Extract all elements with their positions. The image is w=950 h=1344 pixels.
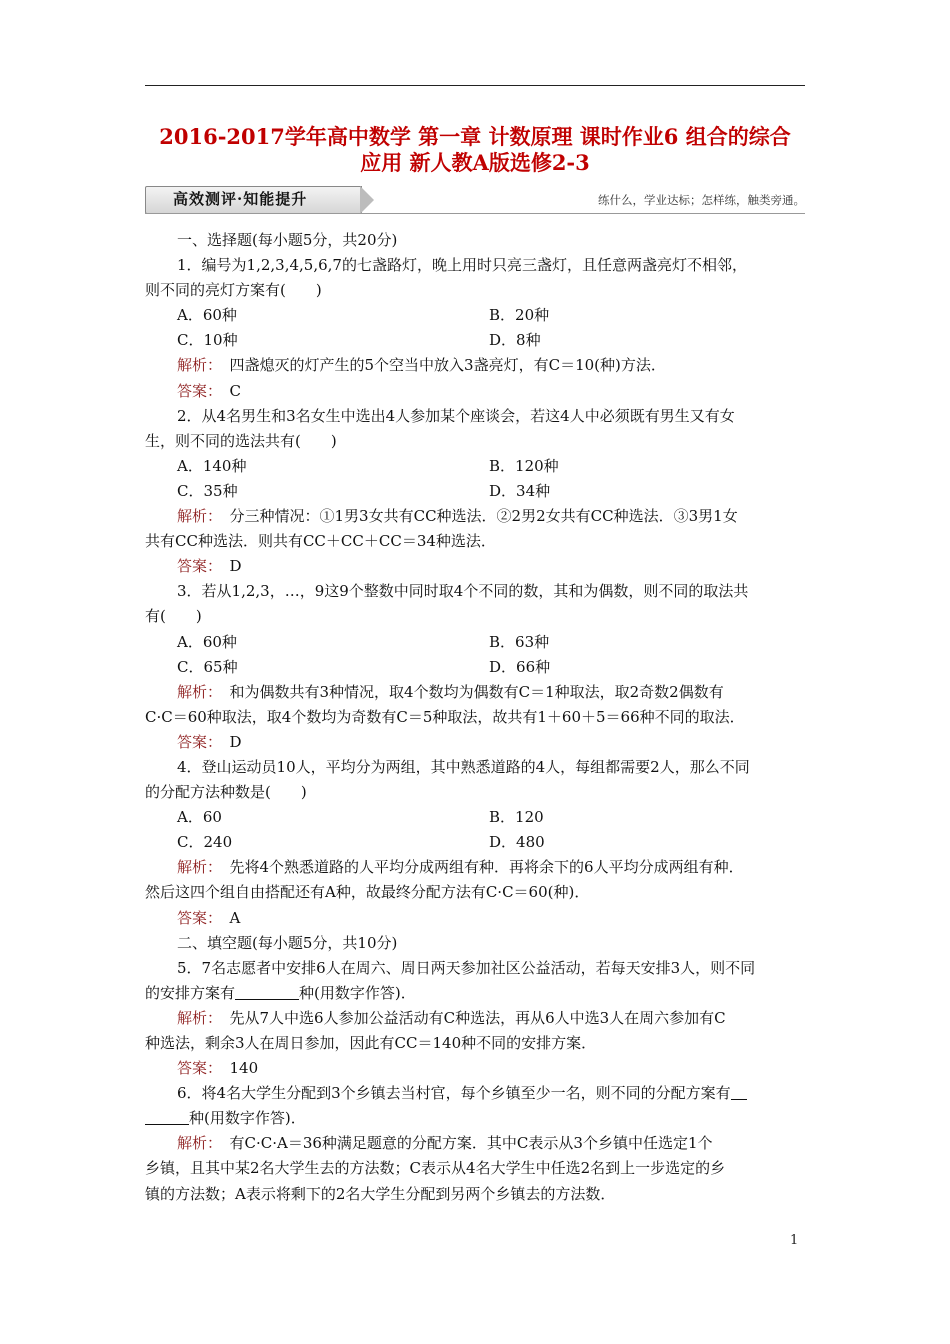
question-6-text: 6．将4名大学生分配到3个乡镇去当村官，每个乡镇至少一名，则不同的分配方案有 bbox=[177, 1084, 731, 1103]
question-1-analysis bbox=[145, 353, 807, 378]
question-5-line-2 bbox=[145, 981, 807, 1006]
question-6-analysis-cont-2: 镇的方法数；A表示将剩下的2名大学生分配到另两个乡镇去的方法数． bbox=[145, 1184, 616, 1203]
option-a: A．60 bbox=[177, 808, 222, 827]
question-4-line-2: 的分配方法种数是( ) bbox=[145, 783, 307, 802]
page-number: 1 bbox=[790, 1233, 799, 1248]
document-title bbox=[120, 124, 830, 176]
question-2-options-ab bbox=[145, 454, 807, 479]
section-banner bbox=[145, 186, 805, 214]
question-6-line-1 bbox=[145, 1081, 807, 1106]
option-c: C．65种 bbox=[177, 657, 238, 676]
analysis-text: 四盏熄灭的灯产生的5个空当中放入3盏亮灯，有C＝10(种)方法． bbox=[214, 356, 666, 375]
analysis-label: 解析： bbox=[177, 507, 215, 526]
option-d: D．34种 bbox=[489, 481, 551, 500]
banner-underline bbox=[145, 213, 805, 214]
option-b: B．20种 bbox=[489, 306, 550, 325]
question-1-line-2: 则不同的亮灯方案有( ) bbox=[145, 281, 322, 300]
question-6-analysis-cont-1: 乡镇，且其中某2名大学生去的方法数；C表示从4名大学生中任选2名到上一步选定的乡 bbox=[145, 1159, 726, 1178]
question-4-analysis bbox=[145, 855, 807, 880]
analysis-text: 先从7人中选6人参加公益活动有C种选法，再从6人中选3人在周六参加有C bbox=[214, 1008, 726, 1027]
answer-label: 答案： bbox=[177, 908, 215, 927]
section-heading-choice: 一、选择题(每小题5分，共20分) bbox=[177, 231, 398, 249]
option-b: B．120 bbox=[489, 808, 544, 827]
answer-text: C bbox=[214, 381, 241, 400]
question-3-analysis-cont: C·C＝60种取法，取4个数均为奇数有C＝5种取法，故共有1＋60＋5＝66种不同的取法． bbox=[145, 707, 745, 726]
question-1-answer bbox=[145, 379, 807, 404]
question-1-options-cd bbox=[145, 328, 807, 353]
header-rule bbox=[145, 85, 805, 86]
analysis-label: 解析： bbox=[177, 356, 215, 375]
answer-blank-end bbox=[145, 1109, 189, 1125]
answer-text: D bbox=[214, 732, 242, 751]
title-line-1: 2016-2017学年高中数学 第一章 计数原理 课时作业6 组合的综合 bbox=[159, 124, 791, 149]
option-d: D．480 bbox=[489, 833, 545, 852]
question-5-analysis-cont: 种选法，剩余3人在周日参加，因此有CC＝140种不同的安排方案． bbox=[145, 1034, 597, 1052]
option-a: A．140种 bbox=[177, 456, 247, 475]
option-c: C．240 bbox=[177, 833, 233, 852]
option-a: A．60种 bbox=[177, 306, 237, 325]
question-3-options-cd bbox=[145, 655, 807, 680]
answer-text: 140 bbox=[214, 1059, 259, 1078]
answer-blank-start bbox=[731, 1084, 747, 1100]
question-3-line-2: 有( ) bbox=[145, 607, 202, 626]
option-a: A．60种 bbox=[177, 632, 237, 651]
analysis-text: 有C·C·A＝36种满足题意的分配方案．其中C表示从3个乡镇中任选定1个 bbox=[214, 1134, 713, 1153]
question-5-line-1: 5．7名志愿者中安排6人在周六、周日两天参加社区公益活动，若每天安排3人，则不同 bbox=[177, 958, 756, 977]
question-5-answer bbox=[145, 1056, 807, 1081]
option-b: B．63种 bbox=[489, 632, 550, 651]
question-2-answer bbox=[145, 554, 807, 579]
question-4-line-1: 4．登山运动员10人，平均分为两组，其中熟悉道路的4人，每组都需要2人，那么不同 bbox=[177, 757, 750, 776]
question-5-text-end: 种(用数字作答)． bbox=[299, 983, 416, 1002]
banner-slogan: 练什么，学业达标；怎样练，触类旁通。 bbox=[598, 193, 805, 207]
question-1-line-1: 1．编号为1,2,3,4,5,6,7的七盏路灯，晚上用时只亮三盏灯，且任意两盏亮灯不相邻， bbox=[177, 256, 747, 275]
section-heading-fill: 二、填空题(每小题5分，共10分) bbox=[177, 933, 398, 952]
option-c: C．35种 bbox=[177, 481, 238, 500]
option-d: D．8种 bbox=[489, 331, 541, 350]
answer-label: 答案： bbox=[177, 1059, 215, 1078]
analysis-label: 解析： bbox=[177, 858, 215, 877]
answer-text: A bbox=[214, 908, 241, 927]
question-6-analysis bbox=[145, 1131, 807, 1156]
answer-blank bbox=[235, 984, 299, 1000]
question-2-analysis-cont: 共有CC种选法．则共有CC＋CC＋CC＝34种选法． bbox=[145, 532, 496, 551]
question-3-analysis bbox=[145, 680, 807, 705]
analysis-label: 解析： bbox=[177, 682, 215, 701]
question-2-options-cd bbox=[145, 479, 807, 504]
analysis-text: 和为偶数共有3种情况，取4个数均为偶数有C＝1种取法，取2奇数2偶数有 bbox=[214, 682, 724, 701]
banner-arrow-icon bbox=[360, 186, 374, 214]
question-4-analysis-cont: 然后这四个组自由搭配还有A种，故最终分配方法有C·C＝60(种)． bbox=[145, 883, 590, 902]
answer-label: 答案： bbox=[177, 557, 215, 576]
question-6-line-2 bbox=[145, 1106, 807, 1131]
option-b: B．120种 bbox=[489, 456, 559, 475]
analysis-label: 解析： bbox=[177, 1134, 215, 1153]
question-4-answer bbox=[145, 906, 807, 931]
document-body bbox=[145, 228, 807, 1207]
question-5-text: 的安排方案有 bbox=[145, 983, 236, 1002]
banner-label: 高效测评·知能提升 bbox=[173, 190, 308, 208]
analysis-label: 解析： bbox=[177, 1008, 215, 1027]
question-1-options-ab bbox=[145, 303, 807, 328]
answer-label: 答案： bbox=[177, 732, 215, 751]
analysis-text: 先将4个熟悉道路的人平均分成两组有种．再将余下的6人平均分成两组有种． bbox=[214, 858, 744, 877]
question-3-options-ab bbox=[145, 630, 807, 655]
question-4-options-ab bbox=[145, 805, 807, 830]
question-2-line-1: 2．从4名男生和3名女生中选出4人参加某个座谈会，若这4人中必须既有男生又有女 bbox=[177, 406, 735, 425]
answer-label: 答案： bbox=[177, 381, 215, 400]
analysis-text: 分三种情况：①1男3女共有CC种选法．②2男2女共有CC种选法．③3男1女 bbox=[214, 507, 738, 526]
option-d: D．66种 bbox=[489, 657, 551, 676]
question-3-line-1: 3．若从1,2,3，…，9这9个整数中同时取4个不同的数，其和为偶数，则不同的取法共 bbox=[177, 582, 749, 601]
question-3-answer bbox=[145, 730, 807, 755]
question-2-analysis bbox=[145, 504, 807, 529]
question-4-options-cd bbox=[145, 830, 807, 855]
option-c: C．10种 bbox=[177, 331, 238, 350]
question-6-text-end: 种(用数字作答)． bbox=[189, 1109, 306, 1128]
answer-text: D bbox=[214, 557, 242, 576]
question-2-line-2: 生，则不同的选法共有( ) bbox=[145, 431, 337, 450]
question-5-analysis bbox=[145, 1006, 807, 1031]
title-line-2: 应用 新人教A版选修2-3 bbox=[360, 150, 590, 175]
